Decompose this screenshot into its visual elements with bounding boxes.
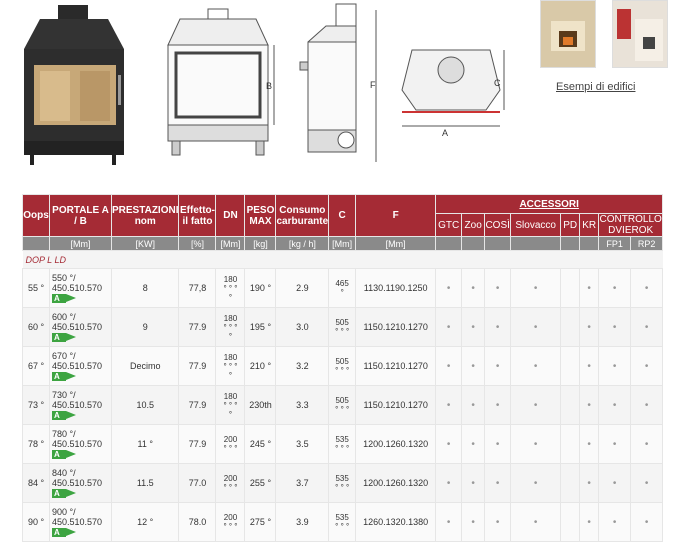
unit-portale: [Mm] — [50, 237, 112, 251]
c-deg: ° — [340, 288, 344, 297]
cell-dn — [216, 503, 245, 542]
portale-line2: 450.510.570 — [52, 400, 103, 410]
energy-class-badge: A — [52, 333, 66, 342]
cell-oops: 55 ° — [23, 269, 50, 308]
cell-slovacco: • — [511, 425, 561, 464]
cell-zoo: • — [462, 308, 485, 347]
unit-peso: [kg] — [245, 237, 276, 251]
cell-slovacco: • — [511, 347, 561, 386]
dim-a-label: A — [442, 128, 449, 138]
cell-pd — [561, 386, 580, 425]
cell-oops: 73 ° — [23, 386, 50, 425]
cell-gtc: • — [436, 269, 462, 308]
cell-slovacco: • — [511, 503, 561, 542]
cell-f: 1200.1260.1320 — [356, 464, 436, 503]
cell-effetto: 77.9 — [179, 425, 216, 464]
dim-b-label: B — [266, 81, 273, 91]
cell-gtc: • — [436, 347, 462, 386]
cell-cosi: • — [485, 386, 511, 425]
c-value: 505 — [335, 357, 349, 366]
cell-rp2: • — [631, 308, 663, 347]
cell-zoo: • — [462, 425, 485, 464]
header-oops: Oops — [23, 195, 50, 237]
c-value: 535 — [335, 435, 349, 444]
dim-c-label: C — [494, 78, 501, 88]
cell-portale — [50, 347, 112, 386]
cell-fp1: • — [599, 269, 631, 308]
dn-deg2: ° — [228, 331, 233, 341]
product-figures — [0, 0, 692, 190]
header-portale: PORTALE A / B — [50, 195, 112, 237]
c-deg: ° ° ° — [335, 444, 350, 453]
portale-line1: 840 °/ — [52, 468, 76, 478]
cell-gtc: • — [436, 386, 462, 425]
cell-oops: 84 ° — [23, 464, 50, 503]
cell-slovacco: • — [511, 464, 561, 503]
cell-consumo: 2.9 — [276, 269, 329, 308]
dn-deg: ° ° ° — [223, 283, 238, 293]
dn-deg2: ° — [228, 370, 233, 380]
cell-f: 1130.1190.1250 — [356, 269, 436, 308]
table-row — [23, 308, 663, 347]
dn-deg2: ° — [228, 292, 233, 302]
cell-fp1: • — [599, 347, 631, 386]
cell-prestazioni: 10.5 — [112, 386, 179, 425]
dn-value: 200 — [223, 435, 238, 444]
unit-consumo: [kg / h] — [276, 237, 329, 251]
cell-effetto: 77.9 — [179, 386, 216, 425]
dn-value: 180 — [223, 274, 238, 284]
cell-portale — [50, 464, 112, 503]
example-thumbnail-2[interactable] — [612, 0, 668, 68]
table-row — [23, 425, 663, 464]
cell-gtc: • — [436, 503, 462, 542]
cell-dn — [216, 425, 245, 464]
cell-oops: 78 ° — [23, 425, 50, 464]
dim-f-label: F — [370, 80, 376, 90]
cell-pd — [561, 503, 580, 542]
cell-zoo: • — [462, 347, 485, 386]
header-pd: PD — [561, 214, 580, 237]
unit-f: [Mm] — [356, 237, 436, 251]
header-kr: KR — [580, 214, 599, 237]
cell-consumo: 3.7 — [276, 464, 329, 503]
portale-line1: 780 °/ — [52, 429, 76, 439]
cell-slovacco: • — [511, 386, 561, 425]
cell-f: 1260.1320.1380 — [356, 503, 436, 542]
cell-slovacco: • — [511, 308, 561, 347]
cell-prestazioni: 11 ° — [112, 425, 179, 464]
cell-oops: 90 ° — [23, 503, 50, 542]
cell-consumo: 3.9 — [276, 503, 329, 542]
cell-prestazioni: 11.5 — [112, 464, 179, 503]
c-deg: ° ° ° — [335, 366, 350, 375]
cell-peso: 245 ° — [245, 425, 276, 464]
portale-line1: 900 °/ — [52, 507, 76, 517]
dn-value: 200 — [223, 513, 238, 522]
c-value: 465 — [335, 279, 349, 288]
c-value: 535 — [335, 513, 349, 522]
cell-pd — [561, 464, 580, 503]
cell-gtc: • — [436, 425, 462, 464]
portale-line1: 600 °/ — [52, 312, 76, 322]
cell-zoo: • — [462, 503, 485, 542]
dn-deg: ° ° ° — [223, 483, 238, 492]
cell-rp2: • — [631, 347, 663, 386]
header-cosi: COSÌ — [485, 214, 511, 237]
cell-fp1: • — [599, 503, 631, 542]
cell-cosi: • — [485, 503, 511, 542]
cell-gtc: • — [436, 308, 462, 347]
specs-table — [22, 194, 663, 542]
cell-cosi: • — [485, 269, 511, 308]
cell-cosi: • — [485, 347, 511, 386]
header-effetto: Effetto-il fatto — [179, 195, 216, 237]
cell-zoo: • — [462, 464, 485, 503]
header-slovacco: Slovacco — [511, 214, 561, 237]
cell-prestazioni: Decimo — [112, 347, 179, 386]
header-zoo: Zoo — [462, 214, 485, 237]
energy-class-badge: A — [52, 489, 66, 498]
cell-peso: 255 ° — [245, 464, 276, 503]
cell-rp2: • — [631, 425, 663, 464]
plan-drawing — [398, 40, 508, 140]
cell-oops: 67 ° — [23, 347, 50, 386]
cell-cosi: • — [485, 308, 511, 347]
c-value: 505 — [335, 318, 349, 327]
header-prestazioni: PRESTAZIONI nom — [112, 195, 179, 237]
group-label: DOP L LD — [23, 251, 663, 269]
cell-dn — [216, 386, 245, 425]
cell-pd — [561, 269, 580, 308]
dn-value: 200 — [223, 474, 238, 483]
cell-dn — [216, 308, 245, 347]
cell-portale — [50, 386, 112, 425]
cell-portale — [50, 269, 112, 308]
dn-deg: ° ° ° — [223, 361, 238, 371]
portale-line1: 670 °/ — [52, 351, 76, 361]
energy-class-badge: A — [52, 372, 66, 381]
cell-peso: 275 ° — [245, 503, 276, 542]
cell-peso: 230th — [245, 386, 276, 425]
cell-f: 1150.1210.1270 — [356, 347, 436, 386]
unit-rp2: RP2 — [631, 237, 663, 251]
unit-zoo — [462, 237, 485, 251]
cell-pd — [561, 425, 580, 464]
unit-oops — [23, 237, 50, 251]
dn-value: 180 — [223, 352, 238, 362]
cell-c — [329, 269, 356, 308]
cell-rp2: • — [631, 386, 663, 425]
dn-deg: ° ° ° — [223, 400, 238, 410]
cell-c — [329, 347, 356, 386]
cell-oops: 60 ° — [23, 308, 50, 347]
portale-line1: 550 °/ — [52, 273, 76, 283]
cell-prestazioni: 8 — [112, 269, 179, 308]
portale-line2: 450.510.570 — [52, 361, 103, 371]
header-peso: PESO MAX — [245, 195, 276, 237]
energy-class-badge: A — [52, 450, 66, 459]
unit-cosi — [485, 237, 511, 251]
c-deg: ° ° ° — [335, 405, 350, 414]
cell-zoo: • — [462, 269, 485, 308]
cell-fp1: • — [599, 308, 631, 347]
energy-class-badge: A — [52, 411, 66, 420]
cell-prestazioni: 9 — [112, 308, 179, 347]
examples-link[interactable]: Esempi di edifici — [556, 81, 636, 93]
cell-peso: 210 ° — [245, 347, 276, 386]
fireplace-photo — [20, 5, 130, 170]
cell-kr: • — [580, 308, 599, 347]
cell-c — [329, 503, 356, 542]
cell-kr: • — [580, 347, 599, 386]
dn-deg: ° ° ° — [223, 322, 238, 332]
cell-effetto: 77,8 — [179, 269, 216, 308]
cell-zoo: • — [462, 386, 485, 425]
cell-fp1: • — [599, 464, 631, 503]
cell-f: 1150.1210.1270 — [356, 308, 436, 347]
cell-rp2: • — [631, 503, 663, 542]
energy-class-badge: A — [52, 294, 66, 303]
cell-effetto: 77.0 — [179, 464, 216, 503]
cell-dn — [216, 269, 245, 308]
cell-consumo: 3.3 — [276, 386, 329, 425]
cell-f: 1200.1260.1320 — [356, 425, 436, 464]
dn-value: 180 — [223, 313, 238, 323]
cell-c — [329, 464, 356, 503]
cell-consumo: 3.5 — [276, 425, 329, 464]
cell-rp2: • — [631, 464, 663, 503]
header-f: F — [356, 195, 436, 237]
c-value: 505 — [335, 396, 349, 405]
unit-effetto: [%] — [179, 237, 216, 251]
cell-consumo: 3.2 — [276, 347, 329, 386]
portale-line2: 450.510.570 — [52, 478, 103, 488]
front-drawing — [158, 5, 278, 165]
side-drawing — [296, 2, 386, 167]
unit-dn: [Mm] — [216, 237, 245, 251]
unit-pd — [561, 237, 580, 251]
cell-portale — [50, 308, 112, 347]
cell-effetto: 77.9 — [179, 308, 216, 347]
cell-kr: • — [580, 269, 599, 308]
cell-rp2: • — [631, 269, 663, 308]
unit-gtc — [436, 237, 462, 251]
unit-kr — [580, 237, 599, 251]
table-row — [23, 347, 663, 386]
cell-effetto: 78.0 — [179, 503, 216, 542]
cell-dn — [216, 347, 245, 386]
cell-cosi: • — [485, 464, 511, 503]
dn-deg: ° ° ° — [223, 522, 238, 531]
cell-peso: 190 ° — [245, 269, 276, 308]
cell-kr: • — [580, 425, 599, 464]
energy-class-badge: A — [52, 528, 66, 537]
cell-consumo: 3.0 — [276, 308, 329, 347]
portale-line2: 450.510.570 — [52, 283, 103, 293]
cell-gtc: • — [436, 464, 462, 503]
example-thumbnail-1[interactable] — [540, 0, 596, 68]
cell-kr: • — [580, 464, 599, 503]
header-c: C — [329, 195, 356, 237]
cell-kr: • — [580, 386, 599, 425]
table-row — [23, 464, 663, 503]
table-row — [23, 269, 663, 308]
portale-line2: 450.510.570 — [52, 517, 103, 527]
cell-pd — [561, 347, 580, 386]
header-accessori: ACCESSORI — [436, 195, 663, 214]
cell-f: 1150.1210.1270 — [356, 386, 436, 425]
c-value: 535 — [335, 474, 349, 483]
cell-slovacco: • — [511, 269, 561, 308]
portale-line1: 730 °/ — [52, 390, 76, 400]
cell-portale — [50, 425, 112, 464]
cell-portale — [50, 503, 112, 542]
portale-line2: 450.510.570 — [52, 322, 103, 332]
cell-cosi: • — [485, 425, 511, 464]
cell-c — [329, 425, 356, 464]
dn-deg2: ° — [228, 409, 233, 419]
unit-prestazioni: [KW] — [112, 237, 179, 251]
portale-line2: 450.510.570 — [52, 439, 103, 449]
header-controllo: CONTROLLO DVIEROK — [599, 214, 662, 236]
cell-fp1: • — [599, 425, 631, 464]
table-row — [23, 503, 663, 542]
cell-c — [329, 308, 356, 347]
cell-c — [329, 386, 356, 425]
unit-fp1: FP1 — [599, 237, 631, 251]
header-consumo: Consumo carburante — [276, 195, 329, 237]
cell-pd — [561, 308, 580, 347]
unit-slovacco — [511, 237, 561, 251]
header-dn: DN — [216, 195, 245, 237]
cell-dn — [216, 464, 245, 503]
unit-c: [Mm] — [329, 237, 356, 251]
c-deg: ° ° ° — [335, 327, 350, 336]
dn-value: 180 — [223, 391, 238, 401]
cell-effetto: 77.9 — [179, 347, 216, 386]
cell-kr: • — [580, 503, 599, 542]
header-gtc: GTC — [436, 214, 462, 237]
cell-prestazioni: 12 ° — [112, 503, 179, 542]
table-row — [23, 386, 663, 425]
c-deg: ° ° ° — [335, 483, 350, 492]
cell-fp1: • — [599, 386, 631, 425]
cell-peso: 195 ° — [245, 308, 276, 347]
dn-deg: ° ° ° — [223, 444, 238, 453]
c-deg: ° ° ° — [335, 522, 350, 531]
